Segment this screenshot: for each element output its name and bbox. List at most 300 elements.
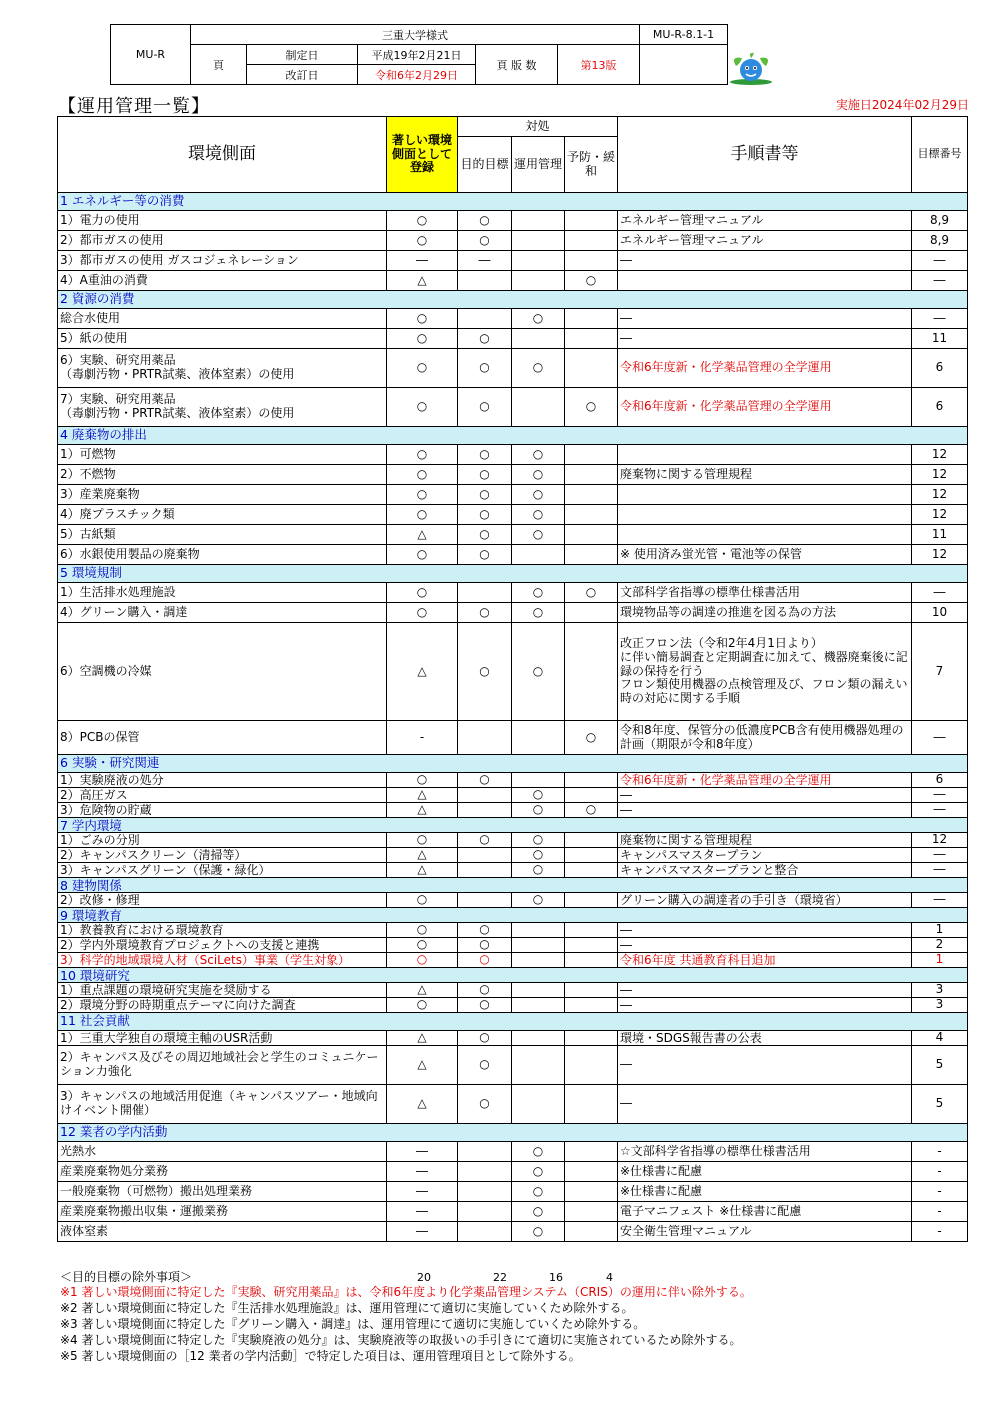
aspect-cell: 1）教養教育における環境教育 (58, 923, 387, 938)
prev-mark (565, 983, 618, 998)
reg-mark: ○ (387, 923, 458, 938)
op-mark (512, 388, 565, 427)
prev-mark (565, 231, 618, 251)
target-no-cell: 12 (912, 833, 968, 848)
prev-mark (565, 445, 618, 465)
goal-mark: ○ (458, 953, 512, 968)
procedure-cell: キャンパスマスタープランと整合 (618, 863, 912, 878)
header-form-name: 三重大学様式 (191, 25, 640, 45)
col-goal: 目的目標 (458, 137, 512, 193)
prev-mark (565, 251, 618, 271)
aspect-cell: 7）実験、研究用薬品 （毒劇汚物・PRTR試薬、液体窒素）の使用 (58, 388, 387, 427)
op-mark: ○ (512, 485, 565, 505)
note-4: ※4 著しい環境側面に特定した『実験廃液の処分』は、実験廃液等の取扱いの手引きにて適切に実施されているため除外する。 (60, 1333, 742, 1347)
document-header (110, 24, 728, 85)
reg-mark: ○ (387, 545, 458, 565)
col-prevention: 予防・緩和 (565, 137, 618, 193)
table-row (58, 1202, 968, 1222)
target-no-cell: 12 (912, 485, 968, 505)
table-row (58, 1222, 968, 1242)
op-mark: ○ (512, 1222, 565, 1242)
aspect-cell: 産業廃棄物処分業務 (58, 1162, 387, 1182)
op-mark (512, 938, 565, 953)
category-label: 5 環境規制 (58, 565, 968, 583)
target-no-cell: 2 (912, 938, 968, 953)
target-no-cell: 11 (912, 329, 968, 349)
reg-mark: ○ (387, 309, 458, 329)
prev-mark (565, 485, 618, 505)
target-no-cell: 12 (912, 465, 968, 485)
target-no-cell: 6 (912, 773, 968, 788)
procedure-cell: ― (618, 923, 912, 938)
category-row (58, 1013, 968, 1031)
table-row (58, 545, 968, 565)
category-row (58, 818, 968, 833)
prev-mark: ○ (565, 583, 618, 603)
prev-mark (565, 923, 618, 938)
op-mark (512, 998, 565, 1013)
goal-mark: ○ (458, 525, 512, 545)
goal-mark (458, 1162, 512, 1182)
procedure-cell: 令和8年度、保管分の低濃度PCB含有使用機器処理の計画（期限が令和8年度） (618, 721, 912, 755)
aspect-cell: 2）改修・修理 (58, 893, 387, 908)
table-row (58, 211, 968, 231)
prev-mark (565, 863, 618, 878)
prev-mark (565, 329, 618, 349)
aspect-cell: 6）実験、研究用薬品 （毒劇汚物・PRTR試薬、液体窒素）の使用 (58, 349, 387, 388)
table-row (58, 721, 968, 755)
goal-mark: ○ (458, 231, 512, 251)
reg-mark: ○ (387, 998, 458, 1013)
goal-mark (458, 863, 512, 878)
prev-mark (565, 465, 618, 485)
target-no-cell: 4 (912, 1031, 968, 1046)
procedure-cell (618, 271, 912, 291)
target-no-cell: ― (912, 893, 968, 908)
prev-mark: ○ (565, 721, 618, 755)
aspect-cell: 4）廃プラスチック類 (58, 505, 387, 525)
reg-mark: △ (387, 525, 458, 545)
reg-mark: ○ (387, 388, 458, 427)
table-row (58, 329, 968, 349)
reg-mark: ○ (387, 603, 458, 623)
header-revised-date: 令和6年2月29日 (358, 65, 476, 85)
reg-mark: ○ (387, 938, 458, 953)
reg-mark: △ (387, 271, 458, 291)
prev-mark (565, 1085, 618, 1124)
op-mark: ○ (512, 465, 565, 485)
reg-mark: ― (387, 251, 458, 271)
op-mark (512, 983, 565, 998)
table-row (58, 525, 968, 545)
op-mark: ○ (512, 623, 565, 721)
goal-mark: ○ (458, 773, 512, 788)
table-row (58, 251, 968, 271)
aspect-cell: 一般廃棄物（可燃物）搬出処理業務 (58, 1182, 387, 1202)
op-mark (512, 251, 565, 271)
procedure-cell: 安全衛生管理マニュアル (618, 1222, 912, 1242)
prev-mark (565, 349, 618, 388)
aspect-cell: 5）古紙類 (58, 525, 387, 545)
col-target-no: 目標番号 (912, 117, 968, 193)
op-mark: ○ (512, 833, 565, 848)
reg-mark: △ (387, 863, 458, 878)
count-goal: 22 (493, 1271, 507, 1284)
prev-mark (565, 623, 618, 721)
goal-mark (458, 583, 512, 603)
goal-mark (458, 1182, 512, 1202)
goal-mark: ○ (458, 1031, 512, 1046)
procedure-cell: ― (618, 1085, 912, 1124)
procedure-cell: 改正フロン法（令和2年4月1日より） に伴い簡易調査と定期調査に加えて、機器廃棄後に記録の保持を行う フロン類使用機器の点検管理及び、フロン類の漏えい時の対応に関する手順 (618, 623, 912, 721)
goal-mark (458, 271, 512, 291)
op-mark (512, 329, 565, 349)
target-no-cell: ― (912, 309, 968, 329)
goal-mark: ○ (458, 349, 512, 388)
goal-mark: ○ (458, 998, 512, 1013)
reg-mark: △ (387, 623, 458, 721)
aspect-cell: 2）環境分野の時期重点テーマに向けた調査 (58, 998, 387, 1013)
prev-mark (565, 309, 618, 329)
category-label: 8 建物関係 (58, 878, 968, 893)
prev-mark (565, 998, 618, 1013)
target-no-cell: 12 (912, 545, 968, 565)
table-row (58, 465, 968, 485)
target-no-cell: 11 (912, 525, 968, 545)
prev-mark (565, 505, 618, 525)
table-row (58, 231, 968, 251)
table-row (58, 1142, 968, 1162)
prev-mark (565, 1222, 618, 1242)
op-mark (512, 271, 565, 291)
prev-mark (565, 953, 618, 968)
prev-mark (565, 848, 618, 863)
aspect-cell: 3）キャンパスの地域活用促進（キャンパスツアー・地域向けイベント開催） (58, 1085, 387, 1124)
table-row (58, 803, 968, 818)
reg-mark: ○ (387, 211, 458, 231)
reg-mark: ○ (387, 349, 458, 388)
category-row (58, 565, 968, 583)
prev-mark: ○ (565, 388, 618, 427)
goal-mark (458, 309, 512, 329)
target-no-cell: ― (912, 863, 968, 878)
aspect-cell: 5）紙の使用 (58, 329, 387, 349)
op-mark (512, 231, 565, 251)
table-row (58, 848, 968, 863)
aspect-cell: 3）科学的地域環境人材（SciLets）事業（学生対象） (58, 953, 387, 968)
op-mark: ○ (512, 525, 565, 545)
target-no-cell: ― (912, 721, 968, 755)
reg-mark: ○ (387, 231, 458, 251)
goal-mark (458, 1142, 512, 1162)
reg-mark: ― (387, 1162, 458, 1182)
target-no-cell: 3 (912, 983, 968, 998)
target-no-cell: 1 (912, 923, 968, 938)
logo-cell (640, 45, 728, 85)
target-no-cell: 1 (912, 953, 968, 968)
count-registered: 20 (417, 1271, 431, 1284)
procedure-cell: 令和6年度 共通教育科目追加 (618, 953, 912, 968)
op-mark (512, 545, 565, 565)
procedure-cell (618, 525, 912, 545)
procedure-cell: ― (618, 329, 912, 349)
prev-mark (565, 545, 618, 565)
table-row (58, 1085, 968, 1124)
table-row (58, 863, 968, 878)
procedure-cell: ― (618, 938, 912, 953)
target-no-cell: ― (912, 848, 968, 863)
op-mark: ○ (512, 848, 565, 863)
table-row (58, 271, 968, 291)
procedure-cell: ※仕様書に配慮 (618, 1162, 912, 1182)
col-procedure: 手順書等 (618, 117, 912, 193)
prev-mark: ○ (565, 271, 618, 291)
operation-management-table (57, 116, 968, 1242)
aspect-cell: 光熱水 (58, 1142, 387, 1162)
reg-mark: ○ (387, 445, 458, 465)
note-2: ※2 著しい環境側面に特定した『生活排水処理施設』は、運用管理にて適切に実施していくため除外する。 (60, 1301, 634, 1315)
category-label: 6 実験・研究関連 (58, 755, 968, 773)
procedure-cell: ☆文部科学省指導の標準仕様書活用 (618, 1142, 912, 1162)
op-mark: ○ (512, 349, 565, 388)
aspect-cell: 1）三重大学独自の環境主軸のUSR活動 (58, 1031, 387, 1046)
procedure-cell: 令和6年度新・化学薬品管理の全学運用 (618, 773, 912, 788)
target-no-cell: 5 (912, 1046, 968, 1085)
op-mark (512, 923, 565, 938)
table-row (58, 1046, 968, 1085)
category-row (58, 427, 968, 445)
op-mark: ○ (512, 1142, 565, 1162)
procedure-cell: 環境・SDGS報告書の公表 (618, 1031, 912, 1046)
note-5: ※5 著しい環境側面の［12 業者の学内活動］で特定した項目は、運用管理項目として除外する。 (60, 1349, 581, 1363)
count-operation: 16 (549, 1271, 563, 1284)
target-no-cell: 12 (912, 445, 968, 465)
goal-mark: ― (458, 251, 512, 271)
category-row (58, 1124, 968, 1142)
aspect-cell: 1）重点課題の環境研究実施を奨励する (58, 983, 387, 998)
table-row (58, 923, 968, 938)
col-response: 対処 (458, 117, 618, 137)
reg-mark: ○ (387, 485, 458, 505)
procedure-cell: エネルギー管理マニュアル (618, 211, 912, 231)
aspect-cell: 1）電力の使用 (58, 211, 387, 231)
procedure-cell (618, 485, 912, 505)
header-established-date: 平成19年2月21日 (358, 45, 476, 65)
table-row (58, 1182, 968, 1202)
table-row (58, 485, 968, 505)
goal-mark (458, 1202, 512, 1222)
category-row (58, 291, 968, 309)
target-no-cell: 5 (912, 1085, 968, 1124)
target-no-cell: - (912, 1142, 968, 1162)
prev-mark (565, 773, 618, 788)
op-mark (512, 1085, 565, 1124)
header-edition: 第13版 (558, 45, 640, 85)
reg-mark: ― (387, 1222, 458, 1242)
goal-mark: ○ (458, 623, 512, 721)
reg-mark: - (387, 721, 458, 755)
header-edition-label: 頁 版 数 (476, 45, 558, 85)
procedure-cell: 令和6年度新・化学薬品管理の全学運用 (618, 388, 912, 427)
category-row (58, 193, 968, 211)
target-no-cell: - (912, 1182, 968, 1202)
prev-mark (565, 211, 618, 231)
target-no-cell: ― (912, 803, 968, 818)
table-row (58, 1162, 968, 1182)
goal-mark: ○ (458, 1046, 512, 1085)
table-row (58, 833, 968, 848)
reg-mark: △ (387, 848, 458, 863)
reg-mark: ○ (387, 953, 458, 968)
reg-mark: ― (387, 1182, 458, 1202)
reg-mark: △ (387, 1031, 458, 1046)
aspect-cell: 3）都市ガスの使用 ガスコジェネレーション (58, 251, 387, 271)
aspect-cell: 8）PCBの保管 (58, 721, 387, 755)
procedure-cell: ※仕様書に配慮 (618, 1182, 912, 1202)
table-row (58, 788, 968, 803)
procedure-cell: 令和6年度新・化学薬品管理の全学運用 (618, 349, 912, 388)
target-no-cell: 8,9 (912, 231, 968, 251)
table-body (58, 193, 968, 1242)
implementation-date: 実施日2024年02月29日 (835, 98, 969, 112)
prev-mark (565, 1046, 618, 1085)
reg-mark: ― (387, 1142, 458, 1162)
procedure-cell: キャンパスマスタープラン (618, 848, 912, 863)
category-label: 12 業者の学内活動 (58, 1124, 968, 1142)
category-row (58, 908, 968, 923)
reg-mark: △ (387, 1085, 458, 1124)
goal-mark: ○ (458, 545, 512, 565)
goal-mark: ○ (458, 1085, 512, 1124)
target-no-cell: ― (912, 251, 968, 271)
prev-mark (565, 788, 618, 803)
reg-mark: △ (387, 1046, 458, 1085)
aspect-cell: 3）キャンパスグリーン（保護・緑化） (58, 863, 387, 878)
target-no-cell: ― (912, 271, 968, 291)
goal-mark: ○ (458, 505, 512, 525)
procedure-cell: ― (618, 998, 912, 1013)
prev-mark (565, 1031, 618, 1046)
table-row (58, 603, 968, 623)
reg-mark: ○ (387, 773, 458, 788)
procedure-cell: 廃棄物に関する管理規程 (618, 465, 912, 485)
prev-mark: ○ (565, 803, 618, 818)
op-mark (512, 953, 565, 968)
col-registered: 著しい環境側面として登録 (387, 117, 458, 193)
reg-mark: △ (387, 983, 458, 998)
category-label: 9 環境教育 (58, 908, 968, 923)
op-mark: ○ (512, 505, 565, 525)
category-label: 11 社会貢献 (58, 1013, 968, 1031)
table-row (58, 1031, 968, 1046)
goal-mark: ○ (458, 833, 512, 848)
category-label: 1 エネルギー等の消費 (58, 193, 968, 211)
target-no-cell: - (912, 1222, 968, 1242)
table-row (58, 583, 968, 603)
op-mark: ○ (512, 1162, 565, 1182)
table-row (58, 893, 968, 908)
target-no-cell: 6 (912, 388, 968, 427)
op-mark: ○ (512, 583, 565, 603)
op-mark (512, 773, 565, 788)
reg-mark: ○ (387, 465, 458, 485)
aspect-cell: 6）空調機の冷媒 (58, 623, 387, 721)
prev-mark (565, 1142, 618, 1162)
prev-mark (565, 1162, 618, 1182)
goal-mark: ○ (458, 485, 512, 505)
goal-mark: ○ (458, 923, 512, 938)
reg-mark: ○ (387, 329, 458, 349)
op-mark: ○ (512, 603, 565, 623)
aspect-cell: 2）不燃物 (58, 465, 387, 485)
table-row (58, 623, 968, 721)
goal-mark (458, 848, 512, 863)
table-row (58, 445, 968, 465)
header-established-label: 制定日 (247, 45, 358, 65)
goal-mark: ○ (458, 329, 512, 349)
aspect-cell: 4）グリーン購入・調達 (58, 603, 387, 623)
aspect-cell: 液体窒素 (58, 1222, 387, 1242)
procedure-cell: ― (618, 803, 912, 818)
aspect-cell: 1）ごみの分別 (58, 833, 387, 848)
col-aspect: 環境側面 (58, 117, 387, 193)
target-no-cell: 6 (912, 349, 968, 388)
aspect-cell: 6）水銀使用製品の廃棄物 (58, 545, 387, 565)
target-no-cell: 7 (912, 623, 968, 721)
procedure-cell (618, 445, 912, 465)
prev-mark (565, 1202, 618, 1222)
count-prevention: 4 (606, 1271, 613, 1284)
prev-mark (565, 893, 618, 908)
category-row (58, 968, 968, 983)
reg-mark: ― (387, 1202, 458, 1222)
procedure-cell: グリーン購入の調達者の手引き（環境省） (618, 893, 912, 908)
goal-mark: ○ (458, 211, 512, 231)
op-mark: ○ (512, 893, 565, 908)
reg-mark: ○ (387, 583, 458, 603)
op-mark: ○ (512, 1202, 565, 1222)
target-no-cell: 8,9 (912, 211, 968, 231)
table-row (58, 938, 968, 953)
aspect-cell: 1）生活排水処理施設 (58, 583, 387, 603)
procedure-cell: ― (618, 1046, 912, 1085)
goal-mark: ○ (458, 938, 512, 953)
table-row (58, 349, 968, 388)
procedure-cell: エネルギー管理マニュアル (618, 231, 912, 251)
op-mark (512, 211, 565, 231)
header-doc-no: MU-R-8.1-1 (640, 25, 728, 45)
note-1: ※1 著しい環境側面に特定した『実験、研究用薬品』は、令和6年度より化学薬品管理システム（CRIS）の運用に伴い除外する。 (60, 1285, 752, 1299)
procedure-cell: 電子マニフェスト ※仕様書に配慮 (618, 1202, 912, 1222)
goal-mark (458, 788, 512, 803)
goal-mark: ○ (458, 465, 512, 485)
procedure-cell: ― (618, 983, 912, 998)
reg-mark: △ (387, 803, 458, 818)
procedure-cell: ― (618, 251, 912, 271)
table-row (58, 773, 968, 788)
category-label: 10 環境研究 (58, 968, 968, 983)
header-revised-label: 改訂日 (247, 65, 358, 85)
note-3: ※3 著しい環境側面に特定した『グリーン購入・調達』は、運用管理にて適切に実施していくため除外する。 (60, 1317, 646, 1331)
table-row (58, 505, 968, 525)
aspect-cell: 3）産業廃棄物 (58, 485, 387, 505)
aspect-cell: 4）A重油の消費 (58, 271, 387, 291)
page-title: 【運用管理一覧】 (58, 96, 210, 117)
target-no-cell: - (912, 1202, 968, 1222)
category-label: 4 廃棄物の排出 (58, 427, 968, 445)
aspect-cell: 産業廃棄物搬出収集・運搬業務 (58, 1202, 387, 1222)
target-no-cell: 12 (912, 505, 968, 525)
